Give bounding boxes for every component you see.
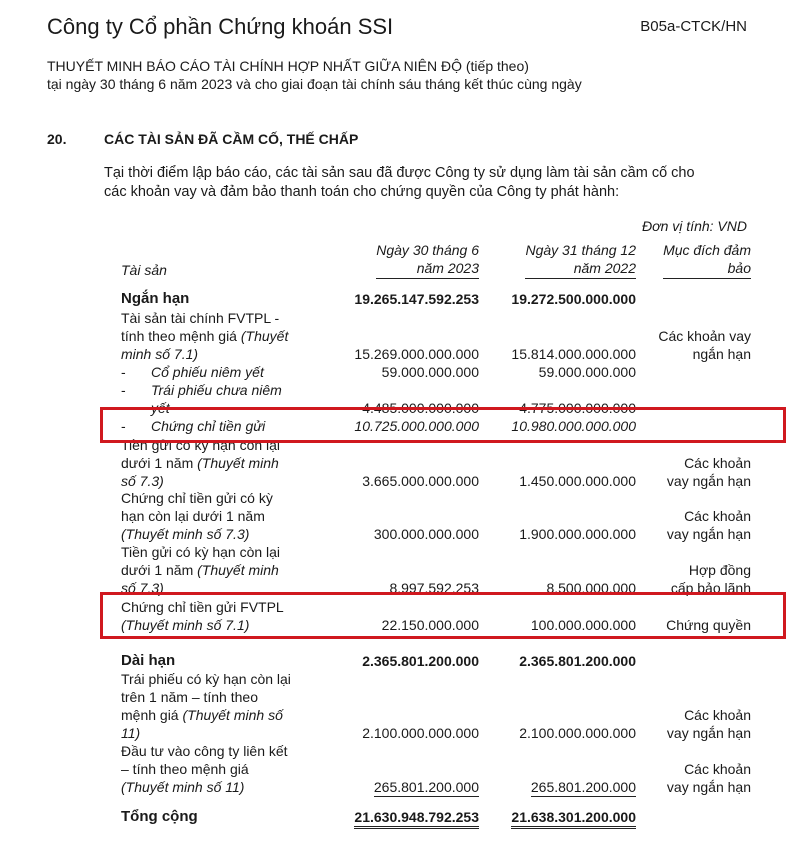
section-number: 20. (47, 131, 67, 147)
currency-unit: Đơn vị tính: VND (642, 218, 747, 234)
section-title: CÁC TÀI SẢN ĐÃ CẦM CỐ, THẾ CHẤP (104, 131, 359, 147)
column-header-2022: Ngày 31 tháng 12 năm 2022 (525, 241, 636, 279)
highlight-box-cd-fvtpl (100, 592, 786, 639)
section-intro-line2: các khoản vay và đảm bảo thanh toán cho chứng quyền của Công ty phát hành: (104, 184, 620, 200)
report-title: THUYẾT MINH BÁO CÁO TÀI CHÍNH HỢP NHẤT GIỮA NIÊN ĐỘ (tiếp theo) (47, 58, 529, 74)
company-name: Công ty Cổ phần Chứng khoán SSI (47, 14, 394, 39)
highlight-box-deposit-certificates (100, 407, 786, 443)
section-intro-line1: Tại thời điểm lập báo cáo, các tài sản sau đã được Công ty sử dụng làm tài sản cầm cố cho (104, 165, 695, 181)
column-header-2023: Ngày 30 tháng 6 năm 2023 (376, 241, 479, 279)
form-code: B05a-CTCK/HN (640, 18, 747, 35)
report-period: tại ngày 30 tháng 6 năm 2023 và cho giai đoạn tài chính sáu tháng kết thúc cùng ngày (47, 76, 582, 92)
column-header-purpose: Mục đích đảm bảo (663, 241, 751, 279)
column-header-asset: Tài sản (121, 262, 167, 278)
